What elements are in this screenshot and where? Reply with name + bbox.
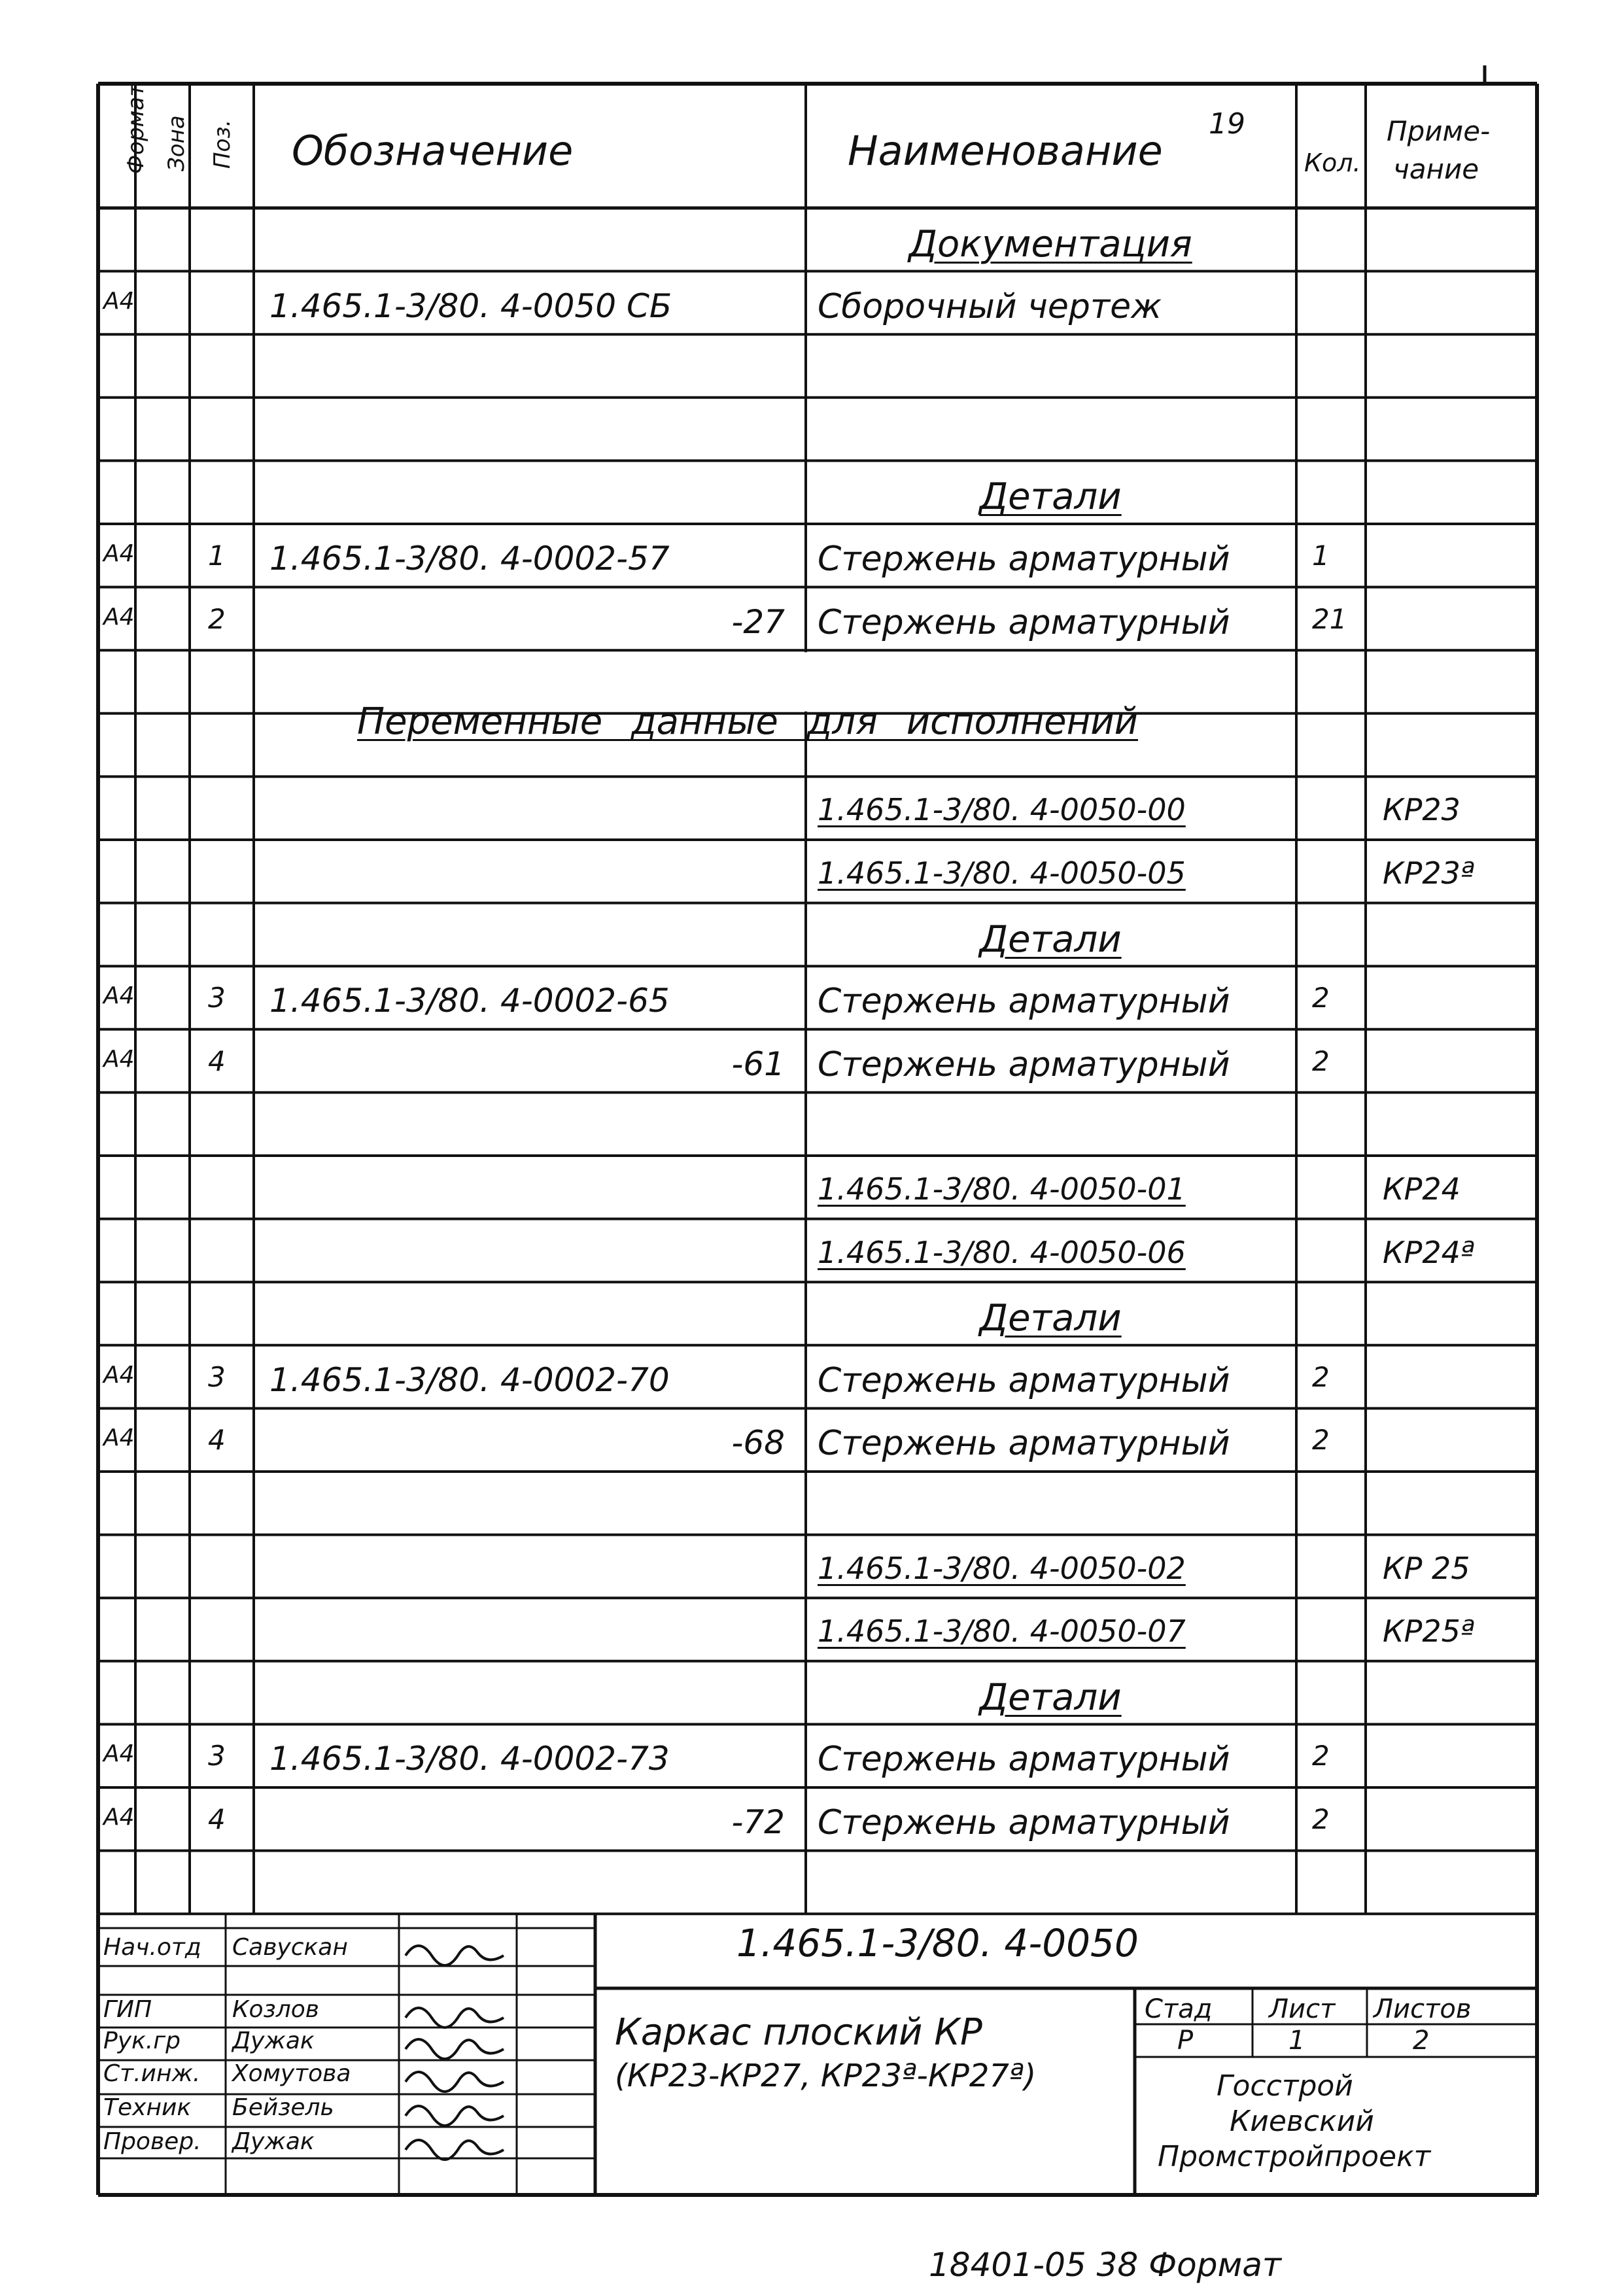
row-qty: 2 [1312,1360,1330,1393]
header-name: Наименование [848,127,1163,175]
row-name: 1.465.1-3/80. 4-0050-01 [818,1171,1186,1207]
row-name: Стержень арматурный [818,602,1230,642]
row-name: Сборочный чертеж [818,286,1162,326]
sheet-value: 1 [1288,2026,1305,2056]
row-note: КР23ª [1383,855,1475,891]
person-role: Ст.инж. [103,2060,201,2087]
row-name: Стержень арматурный [818,540,1230,579]
row-position: 4 [208,1803,226,1835]
row-position: 4 [208,1424,226,1457]
header-qty: Кол. [1304,148,1361,177]
row-format: А4 [103,603,135,630]
row-qty: 21 [1312,602,1347,635]
row-name: Стержень арматурный [818,1360,1230,1400]
row-name: Детали [979,918,1122,961]
row-name: Стержень арматурный [818,1424,1230,1464]
row-name: Детали [979,1676,1122,1719]
org-line2: Киевский [1230,2105,1374,2138]
row-designation: 1.465.1-3/80. 4-0002-73 [269,1740,670,1778]
row-format: А4 [103,1045,135,1073]
stage-value: Р [1177,2026,1194,2056]
row-format: А4 [103,1740,135,1768]
sheet-label: Лист [1269,1994,1336,2024]
row-designation: -61 [731,1044,785,1083]
header-pos: Поз. [209,119,235,169]
row-name: Детали [979,475,1122,519]
person-name: Бейзель [232,2094,334,2121]
row-name: 1.465.1-3/80. 4-0050-06 [818,1234,1186,1270]
row-note: КР24ª [1383,1234,1475,1270]
row-name: 1.465.1-3/80. 4-0050-02 [818,1550,1186,1586]
row-qty: 2 [1312,1803,1330,1835]
row-qty: 2 [1312,982,1330,1014]
stage-label: Стад [1145,1994,1213,2024]
person-role: Нач.отд [103,1934,201,1961]
drawing-title-line2: (КР23-КР27, КР23ª-КР27ª) [615,2058,1037,2094]
variable-data-heading: Переменные данные для исполнений [357,700,1139,743]
header-format: Формат [123,84,149,174]
person-name: Дужак [232,2128,315,2155]
org-line1: Госстрой [1217,2069,1353,2103]
row-designation: -72 [731,1803,785,1841]
row-name: Стержень арматурный [818,1803,1230,1842]
org-line3: Промстройпроект [1158,2140,1431,2173]
person-role: Техник [103,2094,192,2121]
row-name: 1.465.1-3/80. 4-0050-05 [818,855,1186,891]
doc-code: 1.465.1-3/80. 4-0050 [736,1921,1139,1965]
row-designation: 1.465.1-3/80. 4-0050 СБ [269,286,672,325]
sheets-value: 2 [1413,2026,1430,2056]
sheets-label: Листов [1373,1994,1472,2024]
row-qty: 2 [1312,1424,1330,1457]
row-name: Детали [979,1297,1122,1340]
row-name: Стержень арматурный [818,1740,1230,1780]
person-name: Хомутова [232,2060,351,2087]
row-position: 1 [208,540,226,572]
person-name: Дужак [232,2028,315,2054]
row-position: 3 [208,1360,226,1393]
row-position: 3 [208,1740,226,1772]
row-designation: 1.465.1-3/80. 4-0002-70 [269,1360,670,1399]
header-note-line1: Приме- [1387,115,1491,147]
row-format: А4 [103,982,135,1010]
drawing-title-line1: Каркас плоский КР [615,2011,982,2054]
row-format: А4 [103,540,135,567]
page-number: 19 [1209,107,1245,141]
row-qty: 2 [1312,1044,1330,1077]
row-note: КР24 [1383,1171,1460,1207]
row-name: 1.465.1-3/80. 4-0050-00 [818,792,1186,828]
header-designation: Обозначение [292,127,574,175]
person-name: Козлов [232,1996,319,2023]
footer-partial: 18401-05 38 Формат [929,2246,1281,2284]
row-qty: 2 [1312,1740,1330,1772]
row-name: Документация [908,223,1192,266]
header-zone: Зона [164,115,190,171]
header-note-line2: чание [1393,153,1479,185]
person-role: ГИП [103,1996,152,2023]
row-name: 1.465.1-3/80. 4-0050-07 [818,1613,1186,1649]
row-format: А4 [103,287,135,315]
row-designation: -68 [731,1424,785,1462]
row-format: А4 [103,1424,135,1452]
row-format: А4 [103,1804,135,1831]
row-note: КР 25 [1383,1550,1470,1586]
person-role: Рук.гр [103,2028,181,2054]
row-position: 3 [208,982,226,1014]
row-designation: 1.465.1-3/80. 4-0002-57 [269,540,670,578]
row-position: 4 [208,1044,226,1077]
row-designation: 1.465.1-3/80. 4-0002-65 [269,982,670,1020]
person-role: Провер. [103,2128,201,2155]
row-designation: -27 [731,602,785,641]
row-name: Стержень арматурный [818,1044,1230,1084]
row-position: 2 [208,602,226,635]
person-name: Савускан [232,1934,348,1961]
row-note: КР25ª [1383,1613,1475,1649]
row-qty: 1 [1312,540,1330,572]
row-note: КР23 [1383,792,1460,828]
row-format: А4 [103,1361,135,1389]
row-name: Стержень арматурный [818,982,1230,1022]
